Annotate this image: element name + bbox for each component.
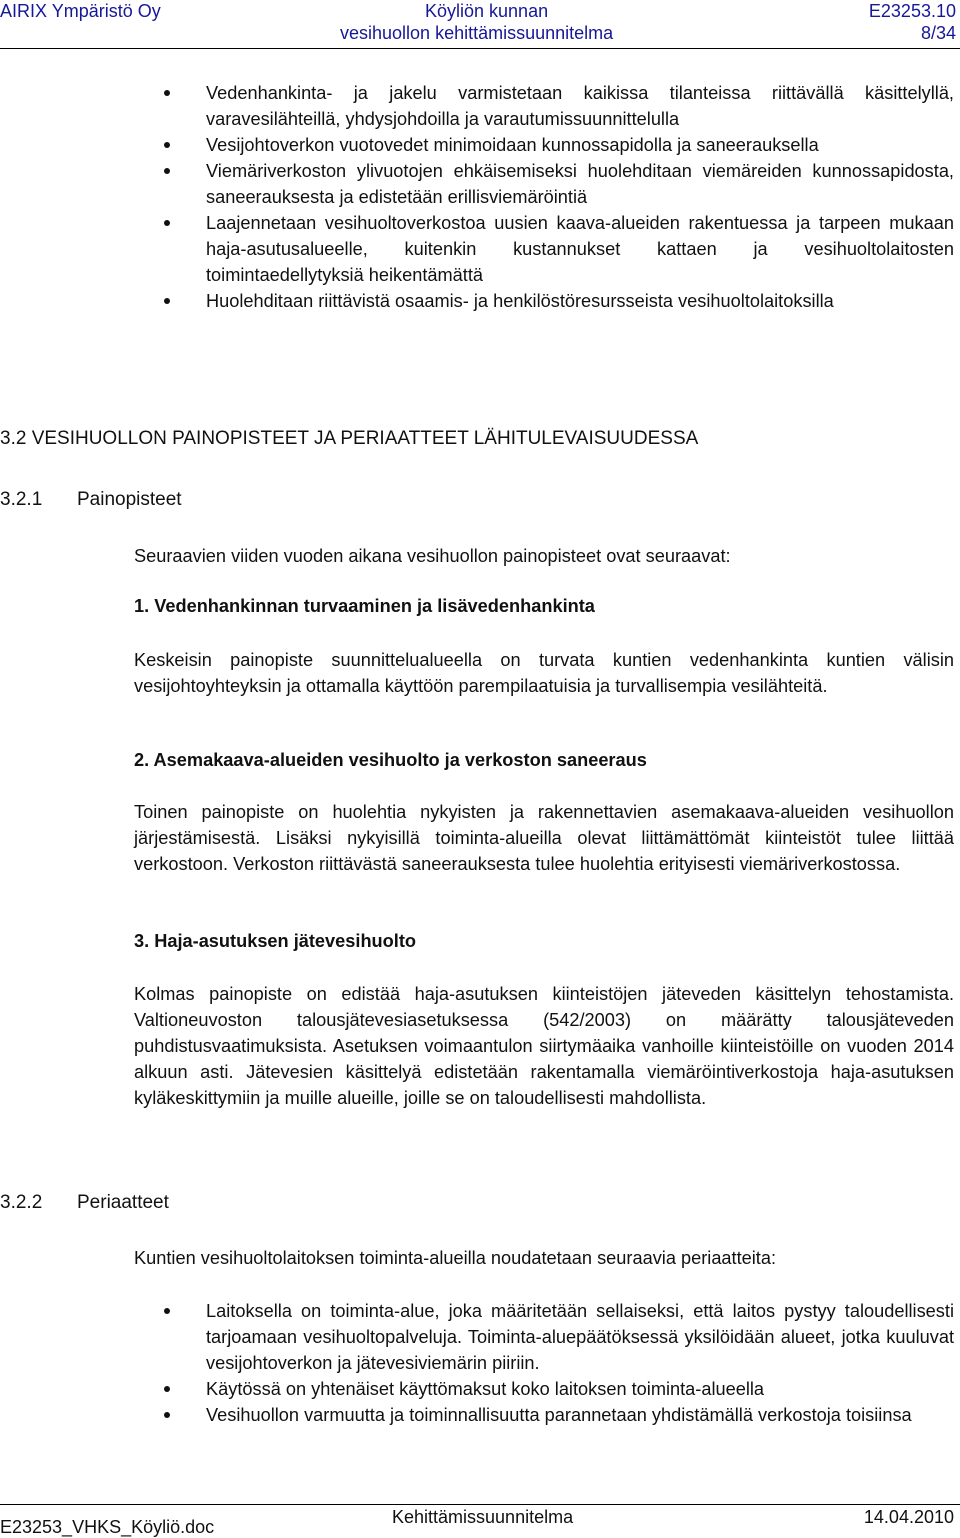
list-item-text: Käytössä on yhtenäiset käyttömaksut koko laitoksen toiminta-alueella xyxy=(206,1379,765,1399)
list-item xyxy=(0,1298,960,1376)
bullet-icon xyxy=(164,298,170,304)
list-item-text: Viemäriverkoston ylivuotojen ehkäisemiseksi huolehditaan viemäreiden kunnossapidosta, saneerauksesta ja edistetään erillisviemäröintiä xyxy=(206,161,954,207)
priority-heading-2: 2. Asemakaava-alueiden vesihuolto ja verkoston saneeraus xyxy=(134,750,647,770)
subsection-number: 3.2.1 xyxy=(0,489,43,510)
bullet-icon xyxy=(164,142,170,148)
priority-text-1: Keskeisin painopiste suunnittelualueella on turvata kuntien vedenhankinta kuntien välisin vesijohtoyhteyksin ja ottamalla käyttöön parempilaatuisia ja turvallisempia vesilähteitä. xyxy=(134,650,954,696)
list-item-text: Vedenhankinta- ja jakelu varmistetaan kaikissa tilanteissa riittävällä käsittelyllä, varavesilähteillä, yhdysjohdoilla ja varautumissuunnittelulla xyxy=(206,83,954,129)
list-item xyxy=(0,288,960,314)
footer-filename: E23253_VHKS_Köyliö.doc xyxy=(0,1517,215,1537)
list-item xyxy=(0,1376,960,1402)
header-municipality: Köyliön kunnan xyxy=(425,1,549,21)
list-item-text: Laitoksella on toiminta-alue, joka määritetään sellaiseksi, että laitos pystyy taloudellisesti tarjoamaan vesihuoltopalveluja. Toiminta-aluepäätöksessä yksilöidään alueet, jotka kuuluvat vesijohtoverkon ja jätevesiviemärin piiriin. xyxy=(206,1301,954,1373)
subsection-number: 3.2.2 xyxy=(0,1192,43,1213)
footer-date: 14.04.2010 xyxy=(863,1507,954,1527)
subsection-title: Painopisteet xyxy=(77,489,182,510)
list-item-text: Laajennetaan vesihuoltoverkostoa uusien kaava-alueiden rakentuessa ja tarpeen mukaan haja-asutusalueelle, kuitenkin kustannukset kattaen ja vesihuoltolaitosten toimintaedellytyksiä heikentämättä xyxy=(206,213,954,285)
page-header xyxy=(0,0,960,48)
list-item xyxy=(0,1402,960,1428)
list-item-text: Huolehditaan riittävistä osaamis- ja henkilöstöresursseista vesihuoltolaitoksilla xyxy=(206,291,834,311)
subsection-heading-painopisteet xyxy=(0,487,182,513)
priority-text-3: Kolmas painopiste on edistää haja-asutuksen kiinteistöjen jäteveden käsittelyn tehostamista. Valtioneuvoston talousjätevesiasetuksessa (542/2003) on määrätty talousjäteveden puhdistusvaatimuksista. Asetuksen voimaantulon siirtymäaika vanhoille kiinteistöille on vuoden 2014 alkuun asti. Jätevesien käsittelyä edistetään rakentamalla viemäröintiverkostoja haja-asutuksen kyläkeskittymiin ja muille alueille, joille se on taloudellisesti mahdollista. xyxy=(134,984,954,1108)
list-item xyxy=(0,132,960,158)
bullet-icon xyxy=(164,220,170,226)
principle-bullet-list xyxy=(0,1298,960,1428)
header-company: AIRIX Ympäristö Oy xyxy=(0,1,161,21)
header-divider xyxy=(0,48,960,49)
periaatteet-intro: Kuntien vesihuoltolaitoksen toiminta-alueilla noudatetaan seuraavia periaatteita: xyxy=(134,1248,777,1268)
list-item-text: Vesihuollon varmuutta ja toiminnallisuutta parannetaan yhdistämällä verkostoja toisiinsa xyxy=(206,1405,912,1425)
subsection-title: Periaatteet xyxy=(77,1192,169,1213)
section-heading: 3.2 VESIHUOLLON PAINOPISTEET JA PERIAATTEET LÄHITULEVAISUUDESSA xyxy=(0,428,699,449)
painopisteet-intro: Seuraavien viiden vuoden aikana vesihuollon painopisteet ovat seuraavat: xyxy=(134,546,731,566)
header-doc-code: E23253.10 xyxy=(868,1,956,21)
bullet-icon xyxy=(164,1412,170,1418)
bullet-icon xyxy=(164,90,170,96)
page-footer xyxy=(0,1504,960,1538)
list-item xyxy=(0,158,960,210)
list-item xyxy=(0,210,960,288)
subsection-heading-periaatteet xyxy=(0,1190,169,1216)
priority-text-2: Toinen painopiste on huolehtia nykyisten ja rakennettavien asemakaava-alueiden vesihuollon järjestämisestä. Lisäksi nykyisillä toiminta-alueilla olevat liittämättömät kiinteistöt tulee liittää verkostoon. Verkoston riittävästä saneerauksesta tulee huolehtia erityisesti viemäriverkostossa. xyxy=(134,802,954,874)
bullet-icon xyxy=(164,1308,170,1314)
bullet-icon xyxy=(164,1386,170,1392)
header-page-number: 8/34 xyxy=(920,23,956,43)
list-item-text: Vesijohtoverkon vuotovedet minimoidaan kunnossapidolla ja saneerauksella xyxy=(206,135,819,155)
priority-heading-1: 1. Vedenhankinnan turvaaminen ja lisävedenhankinta xyxy=(134,596,595,616)
header-plan-title: vesihuollon kehittämissuunnitelma xyxy=(340,23,614,43)
priority-heading-3: 3. Haja-asutuksen jätevesihuolto xyxy=(134,931,416,951)
goal-bullet-list xyxy=(0,80,960,314)
bullet-icon xyxy=(164,168,170,174)
footer-doc-type: Kehittämissuunnitelma xyxy=(392,1507,574,1527)
list-item xyxy=(0,80,960,132)
